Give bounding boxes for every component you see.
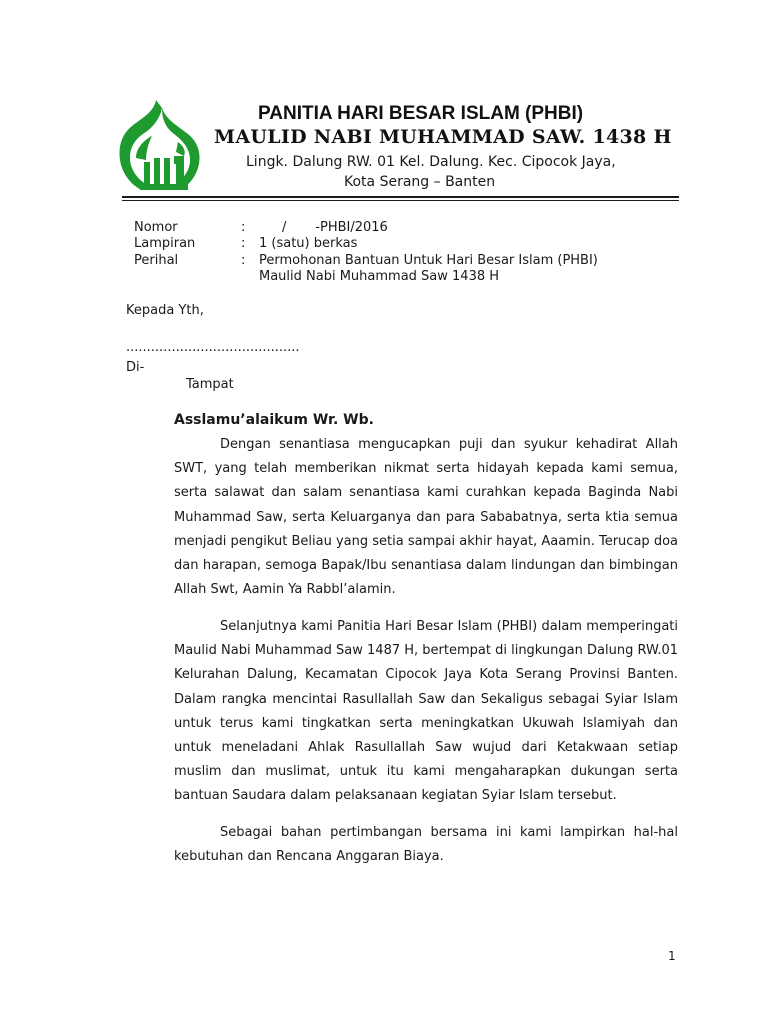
lampiran-value: 1 (satu) berkas (259, 236, 358, 251)
nomor-value: / -PHBI/2016 (282, 220, 388, 235)
recipient-dots: .......................................... (126, 340, 300, 355)
lampiran-separator: : (241, 236, 246, 251)
nomor-label: Nomor (134, 220, 178, 235)
perihal-value-line2: Maulid Nabi Muhammad Saw 1438 H (259, 269, 500, 284)
letterhead-rule-thin (122, 200, 679, 201)
paragraph-2: Selanjutnya kami Panitia Hari Besar Islam (PHBI) dalam memperingati Maulid Nabi Muhammad Saw 1487 H, bertempat di lingkungan Dalung RW.01 Kelurahan Dalung, Kecamatan Cipocok Jaya Kota Serang Provinsi Banten. Dalam rangka mencintai Rasullallah Saw dan Sekaligus sebagai Syiar Islam untuk terus kami tingkatkan serta meningkatkan Ukuwah Islamiyah dan untuk meneladani Ahlak Rasullallah Saw wujud dari Ketakwaan setiap muslim dan muslimat, untuk itu kami mengaharapkan dukungan serta bantuan Saudara dalam pelaksanaan kegiatan Syiar Islam tersebut. (174, 619, 678, 804)
committee-title: PANITIA HARI BESAR ISLAM (PHBI) (258, 103, 584, 124)
lampiran-label: Lampiran (134, 236, 196, 251)
address-line-1: Lingk. Dalung RW. 01 Kel. Dalung. Kec. Cipocok Jaya, (246, 154, 616, 170)
recipient-tempat: Tampat (186, 377, 234, 392)
perihal-separator: : (241, 253, 246, 268)
page-number: 1 (668, 949, 676, 963)
nomor-separator: : (241, 220, 246, 235)
recipient-di: Di- (126, 360, 145, 375)
recipient-kepada: Kepada Yth, (126, 303, 204, 318)
event-title: MAULID NABI MUHAMMAD SAW. 1438 H (214, 126, 672, 148)
perihal-value-line1: Permohonan Bantuan Untuk Hari Besar Islam (PHBI) (259, 253, 598, 268)
perihal-label: Perihal (134, 253, 179, 268)
letterhead-rule-thick (122, 196, 679, 198)
phbi-logo (118, 98, 208, 194)
greeting: Asslamu’alaikum Wr. Wb. (174, 412, 374, 428)
paragraph-1: Dengan senantiasa mengucapkan puji dan syukur kehadirat Allah SWT, yang telah memberikan nikmat serta hidayah kepada kami semua, serta salawat dan salam senantiasa kami curahkan kepada Baginda Nabi Muhammad Saw, serta Keluarganya dan para Sababatnya, serta ktia semua menjadi pengikut Beliau yang setia sampai akhir hayat, Aaamin. Terucap doa dan harapan, semoga Bapak/Ibu senantiasa dalam lindungan dan bimbingan Allah Swt, Aamin Ya Rabbl’alamin. (174, 437, 678, 598)
paragraph-3: Sebagai bahan pertimbangan bersama ini kami lampirkan hal-hal kebutuhan dan Rencana Anggaran Biaya. (174, 825, 678, 865)
address-line-2: Kota Serang – Banten (344, 174, 496, 190)
mosque-dome-logo-icon (118, 98, 208, 194)
